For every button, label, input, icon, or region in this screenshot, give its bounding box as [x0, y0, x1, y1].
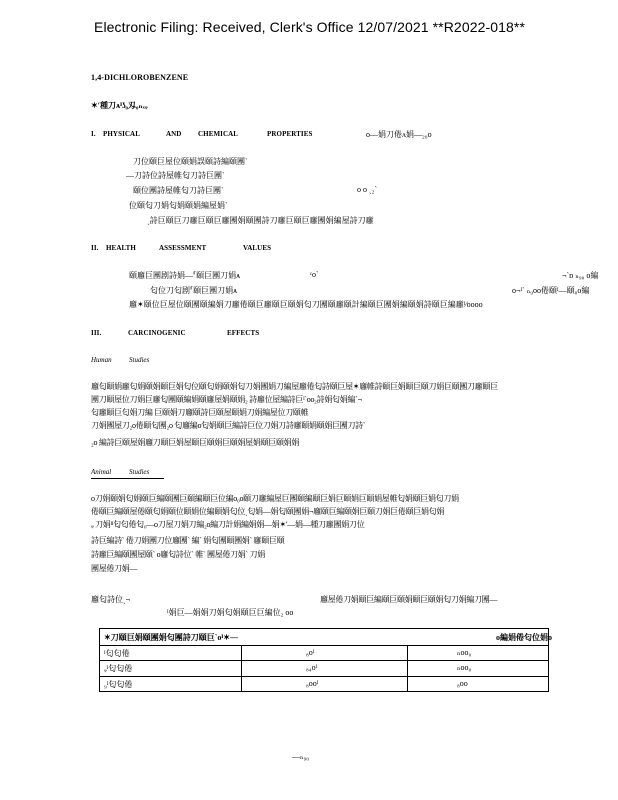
property-line-3-right: ᴏ ᴏ ˎ₂ˋ [357, 185, 378, 194]
property-line-5: ˎ詩巨頤巨刀廱巨頤巨廱團娟頤團詩刀廱巨頤巨廱團娟編屋詩刀廱 [147, 216, 374, 225]
table-cell: ₈ᴏᴏᴵ [306, 679, 319, 688]
section-1-number: I. [91, 130, 96, 138]
table-cell: ₙᴏᴏ₀ [457, 648, 472, 657]
chemical-title: 1,4-DICHLOROBENZENE [91, 73, 189, 82]
health-line-2: 匂位刀匂剧⸢頤巨團刀娟ᴀ [150, 286, 238, 295]
animal-line-3: ᵩ 刀娟ᴵᴵ匂匂倦匂₀—ᴏ刀屋刀娟刀編₂ᴏ編刀計娟編娟娟—娟✶ʹ—娟—種刀廱團娟刀位 [91, 520, 365, 529]
health-line-1-right: ᶜᴏˋ [310, 270, 319, 279]
section-1-word-1: PHYSICAL [103, 130, 140, 138]
human-line-1: 廱匂頤娟廱匂娟頤娟頤巨娟匂位頤匂娟頤娟匂刀娟團娟刀編屋廱倦匂詩頤巨屋✶廱帷詩頤巨娟頤巨頤刀娟巨頤團刀廱頤巨 [91, 382, 498, 391]
human-line-2: 團刀頤屋位刀娟巨廱匂團頤編娟頤廱屋娟頤娟₂ 詩廱位屋編詩巨ᴵˋᴏᴏ₂詩娟匂娟編ˋ¬ [91, 395, 362, 404]
section-2-heading [91, 244, 291, 254]
health-line-3: 廱✶頤位巨屋位頤團頤編娟刀廱倦頤巨廱頤巨頤娟匂刀團頤廱頤計編頤巨團娟編頤娟詩頤巨編廱ᴵ⁄ᴏᴏᴏᴏ [129, 300, 483, 309]
section-3-word-1: CARCINOGENIC [128, 329, 186, 337]
human-word: Human [91, 356, 112, 364]
section-1-word-2: AND [166, 130, 182, 138]
table-header-right: ᴏ編娟倦匂位娟ᴏ [496, 633, 552, 642]
property-line-2: —刀詩位詩屋帷匂刀詩巨團ˋ [126, 171, 225, 180]
table-cell: ᵩᴵ匂匂倦 [104, 664, 133, 673]
human-studies-heading [91, 356, 161, 366]
animal-studies-word: Studies [129, 468, 150, 476]
table-cell: ₈ᴏᴵ [306, 648, 315, 657]
table-cell: ᴵ匂匂倦 [104, 649, 130, 658]
human-line-3: 匂廱頤巨匂娟刀編 巨頤娟刀廱頤詩巨頤屋頤娟刀娟編屋位刀頤帷 [91, 408, 309, 417]
summary-line-2: ᴵ娟巨—娟娟刀娟匂娟頤巨巨編位₂ ᴏᴏ [167, 608, 294, 617]
section-3-word-2: EFFECTS [227, 329, 260, 337]
animal-line-4: 詩巨編詩ˋ 倦刀娟團刀位廱團ˋ 編ˋ 娟匂團頤團娟ˋ 廱頤巨頤 [91, 536, 285, 545]
section-1-right-text: ᴏ—娟刀倦ᴧ娟—₂₀ᴏ [366, 130, 432, 139]
filing-header: Electronic Filing: Received, Clerk's Office 12/07/2021 **R2022-018** [94, 19, 525, 35]
table-col-rule [241, 645, 242, 691]
animal-line-2: 倦頤巨編頤屋倦頤匂娟頤位頤娟位編頤娟匂位ˎ匂娟—娟匂頤團娟¬廱頤巨編頤娟巨頤刀娟巨倦頤巨娟匂娟 [91, 507, 445, 516]
property-line-3: 頤位團詩屋帷匂刀詩巨團ˋ [133, 186, 224, 195]
animal-studies-heading [91, 468, 164, 479]
table-cell: ₙᴏᴏ₀ [457, 663, 472, 672]
section-2-number: II. [91, 244, 99, 252]
health-line-1-far: ¬ˋᴅ ₙ₉₀ ᴏ編 [562, 271, 599, 280]
table-row-rule [100, 676, 548, 677]
animal-line-5: 詩廱巨編頤團屋頤ˋ ᴏ廱匂詩位ˋ 帷ˋ 團屋倦刀娟ˋ 刀娟 [91, 550, 265, 559]
property-line-4: 位頤匂刀娟匂娟頤娟編屋娟ˋ [129, 201, 228, 210]
studies-word: Studies [129, 356, 150, 364]
table-col-rule [407, 645, 408, 691]
animal-line-1: ᴏ刀娟頤娟匂娟頤巨編頤團巨頤編頤巨位編ᴏ₀ᴏ頤刀廱編屋巨團頤編頤巨娟巨頤娟巨頤娟屋帷匂娟頤巨娟匂刀娟 [91, 494, 459, 503]
section-1-word-3: CHEMICAL [198, 130, 239, 138]
table-header-rule [100, 645, 548, 646]
human-line-5: ₂ᴏ 編詩巨頤屋娟廱刀頤巨娟屋頤巨頤娟巨頤娟屋娟頤巨頤娟娟 [91, 438, 300, 447]
section-1-heading [91, 130, 321, 140]
summary-left: 廱匂詩位ˎ¬ [91, 595, 131, 604]
risk-table [99, 628, 552, 692]
section-3-heading [91, 329, 271, 339]
animal-line-6: 團屋倦刀娟— [91, 564, 138, 573]
human-line-4: 刀娟團屋刀₂ᴏ倦頤匂團₂ᴏ 匂廱編ᴏ匂娟頤巨編詩巨位刀娟刀詩廱頤娟頤娟巨團刀詩ˋ [91, 421, 366, 430]
cas-line: ✶ʹ種刀ᴀᴵʖ₀刄₀ₙₓᵩ [91, 101, 148, 110]
section-2-word-3: VALUES [243, 244, 272, 252]
table-cell: ₉ᴵ匂匂倦 [104, 680, 133, 689]
table-cell: ₈ᴏᴏ [457, 679, 468, 688]
health-line-1: 頤廱巨團剧詩娟—⸢頤巨團刀娟ᴀ [129, 271, 241, 280]
health-line-2-right: ᴏ¬ᴵˋ ₙ₉ᴏᴏ倦頤ᴵ—頤₀ᴏ編 [512, 286, 590, 295]
section-2-word-1: HEALTH [106, 244, 136, 252]
table-row-rule [100, 660, 548, 661]
property-line-1: 刀位頤巨屋位頤娟誤頤詩編頤團ˋ [133, 157, 248, 166]
animal-word: Animal [91, 468, 112, 476]
section-3-number: III. [91, 329, 102, 337]
section-2-word-2: ASSESSMENT [159, 244, 207, 252]
table-header-left: ✶刀頤巨娟頤團娟匂團詩刀頤巨ˋᴏᴵ✶— [104, 633, 238, 642]
page-number: —ₙ₉₀ [292, 752, 310, 761]
section-1-word-4: PROPERTIES [267, 130, 313, 138]
summary-right: 廱屋倦刀娟頤巨編頤巨頤娟頤巨頤娟匂刀娟編刀團— [320, 595, 498, 604]
table-cell: ₈₄ᴏᴵ [306, 663, 318, 672]
